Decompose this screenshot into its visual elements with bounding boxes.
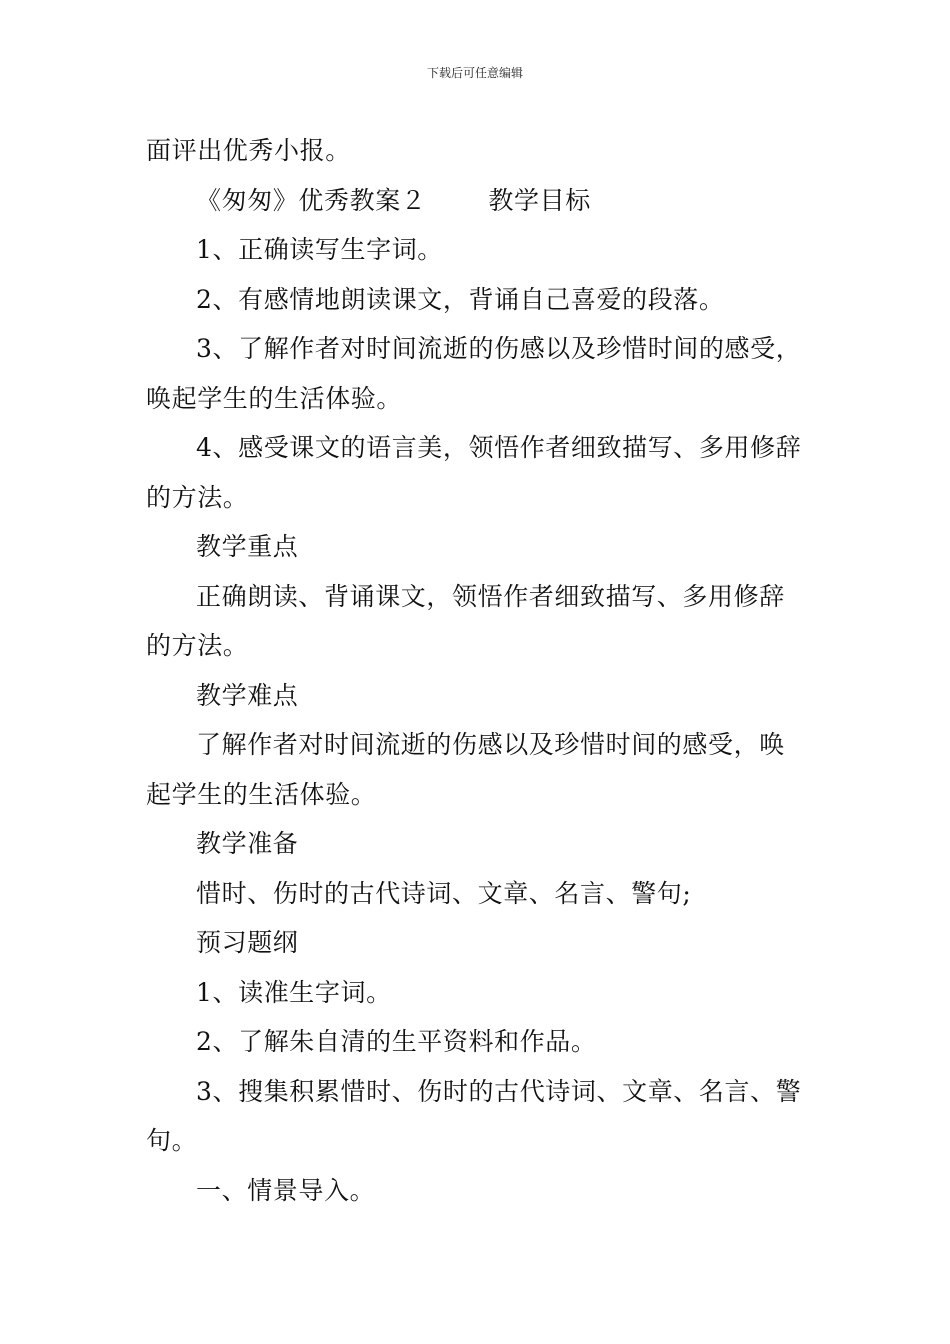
page-header: 下载后可任意编辑 bbox=[426, 66, 523, 80]
text-line: 1、读准生字词。 bbox=[196, 977, 392, 1007]
section-heading: 教学重点 bbox=[196, 532, 299, 561]
text-line: 面评出优秀小报。 bbox=[146, 136, 351, 165]
text-line: 句。 bbox=[146, 1126, 198, 1155]
text-line: 正确朗读、背诵课文，领悟作者细致描写、多用修辞 bbox=[196, 581, 785, 611]
section-heading: 教学目标 bbox=[488, 185, 591, 215]
lesson-title: 《匆匆》优秀教案２ bbox=[196, 185, 427, 215]
section-heading: 一、情景导入。 bbox=[196, 1175, 376, 1205]
section-heading: 教学准备 bbox=[196, 829, 299, 858]
section-heading: 预习题纲 bbox=[196, 928, 299, 957]
text-line: 惜时、伤时的古代诗词、文章、名言、警句; bbox=[196, 878, 692, 908]
text-line bbox=[146, 176, 810, 226]
text-line: 4、感受课文的语言美，领悟作者细致描写、多用修辞 bbox=[196, 433, 802, 462]
text-line: 3、了解作者对时间流逝的伤感以及珍惜时间的感受， bbox=[196, 334, 802, 363]
text-line: 的方法。 bbox=[146, 631, 249, 660]
text-line: 唤起学生的生活体验。 bbox=[146, 383, 403, 413]
text-line: 2、了解朱自清的生平资料和作品。 bbox=[196, 1027, 597, 1056]
document-body bbox=[146, 126, 810, 1215]
text-line: 了解作者对时间流逝的伤感以及珍惜时间的感受，唤 bbox=[196, 730, 785, 759]
text-line: 的方法。 bbox=[146, 482, 249, 512]
text-line: 2、有感情地朗读课文，背诵自己喜爱的段落。 bbox=[196, 284, 725, 314]
text-line: 起学生的生活体验。 bbox=[146, 779, 377, 809]
text-line: 1、正确读写生字词。 bbox=[196, 235, 443, 264]
text-line: 3、搜集积累惜时、伤时的古代诗词、文章、名言、警 bbox=[196, 1076, 802, 1106]
section-heading: 教学难点 bbox=[196, 680, 299, 710]
